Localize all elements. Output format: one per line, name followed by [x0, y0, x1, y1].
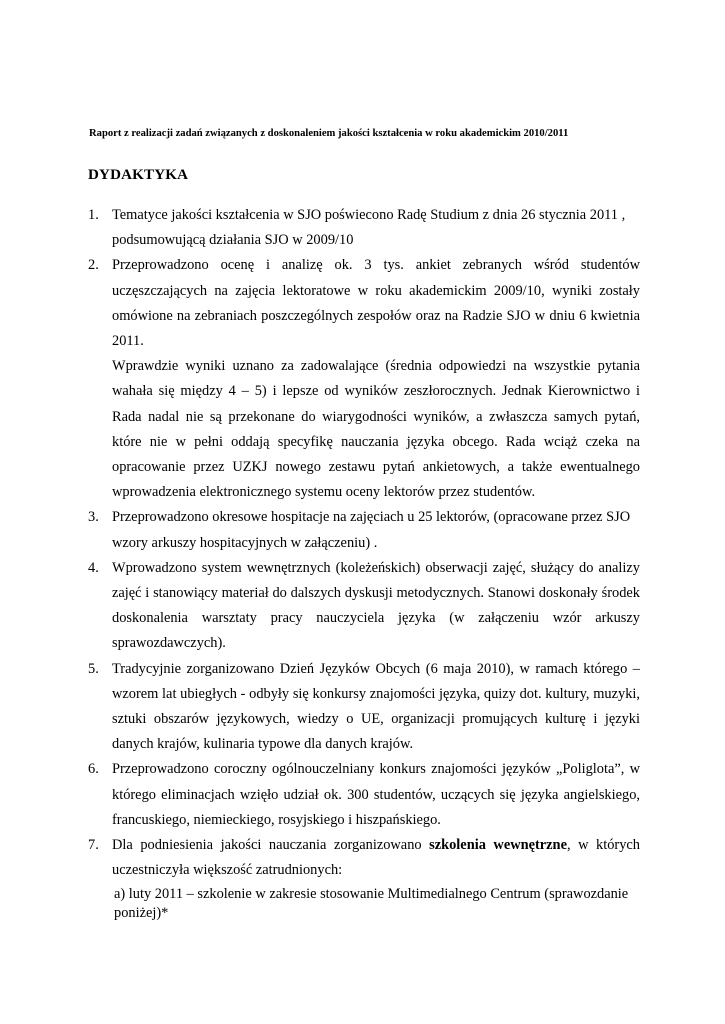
- list-item-paragraph: Wprawdzie wyniki uznano za zadowalające (średnia odpowiedzi na wszystkie pytania wahała się między 4 – 5) i lepsze od wyników zeszłorocznych. Jednak Kierownictwo i Rada nadal nie są przekonane do wiarygodności wyników, a zwłaszcza samych pytań, które nie w pełni oddają specyfikę nauczania języka obcego. Rada wciąż czeka na opracowanie przez UZKJ nowego zestawu pytań ankietowych, a także ewentualnego wprowadzenia elektronicznego systemu oceny lektorów przez studentów.: [112, 358, 640, 501]
- list-item-text-before: Dla podniesienia jakości nauczania zorganizowano: [112, 837, 430, 854]
- list-number: 3.: [88, 509, 99, 526]
- list-item-text: Przeprowadzono coroczny ogólnouczelniany konkurs znajomości języków „Poliglota”, w którego eliminacjach wzięło udział ok. 300 studentów, uczących się języka angielskiego, francuskiego, niemieckiego, rosyjskiego i hiszpańskiego.: [112, 761, 640, 828]
- section-heading: DYDAKTYKA: [88, 167, 189, 183]
- list-item-text: [112, 833, 640, 883]
- list-item-text: Tematyce jakości kształcenia w SJO poświecono Radę Studium z dnia 26 stycznia 2011 , podsumowującą działania SJO w 2009/10: [112, 207, 626, 249]
- numbered-list: [88, 203, 640, 923]
- list-item-1: [88, 203, 640, 253]
- list-number: 4.: [88, 559, 99, 576]
- list-item-text: Przeprowadzono ocenę i analizę ok. 3 tys. ankiet zebranych wśród studentów uczęszczających na zajęcia lektoratowe w roku akademickim 2009/10, wyniki zostały omówione na zebraniach poszczególnych zespołów oraz na Radzie SJO w dniu 6 kwietnia 2011.: [112, 257, 640, 350]
- list-number: 2.: [88, 257, 99, 274]
- list-item-text-bold: szkolenia wewnętrzne: [429, 837, 567, 854]
- list-item-text-after: , w których uczestniczyła większość zatrudnionych:: [112, 837, 640, 879]
- list-item-3: [88, 505, 640, 555]
- list-item-4: [88, 556, 640, 657]
- list-number: 1.: [88, 207, 99, 223]
- list-item-6: [88, 757, 640, 833]
- list-item-2: [88, 253, 640, 505]
- list-number: 6.: [88, 761, 99, 778]
- list-number: 5.: [88, 660, 99, 677]
- list-item-text: Tradycyjnie zorganizowano Dzień Języków Obcych (6 maja 2010), w ramach którego – wzorem lat ubiegłych - odbyły się konkursy znajomości języka, quizy dot. kultury, muzyki, sztuki obszarów językowych, wiedzy o UE, organizacji promujących kulturę i języki danych krajów, kulinaria typowe dla danych krajów.: [112, 660, 640, 753]
- list-item-7: [88, 833, 640, 923]
- list-subitem: a) luty 2011 – szkolenie w zakresie stosowanie Multimedialnego Centrum (sprawozdanie poniżej)*: [114, 886, 629, 922]
- list-number: 7.: [88, 837, 99, 854]
- list-item-5: [88, 657, 640, 758]
- document-title: Raport z realizacji zadań związanych z doskonaleniem jakości kształcenia w roku akademickim 2010/2011: [89, 128, 569, 139]
- list-item-text: Przeprowadzono okresowe hospitacje na zajęciach u 25 lektorów, (opracowane przez SJO wzory arkuszy hospitacyjnych w załączeniu) .: [112, 509, 631, 551]
- list-item-text: Wprowadzono system wewnętrznych (koleżeńskich) obserwacji zajęć, służący do analizy zajęć i stanowiący materiał do dalszych dyskusji metodycznych. Stanowi doskonały środek doskonalenia warsztaty pracy nauczyciela języka (w załączeniu wzór arkuszy sprawozdawczych).: [112, 559, 640, 652]
